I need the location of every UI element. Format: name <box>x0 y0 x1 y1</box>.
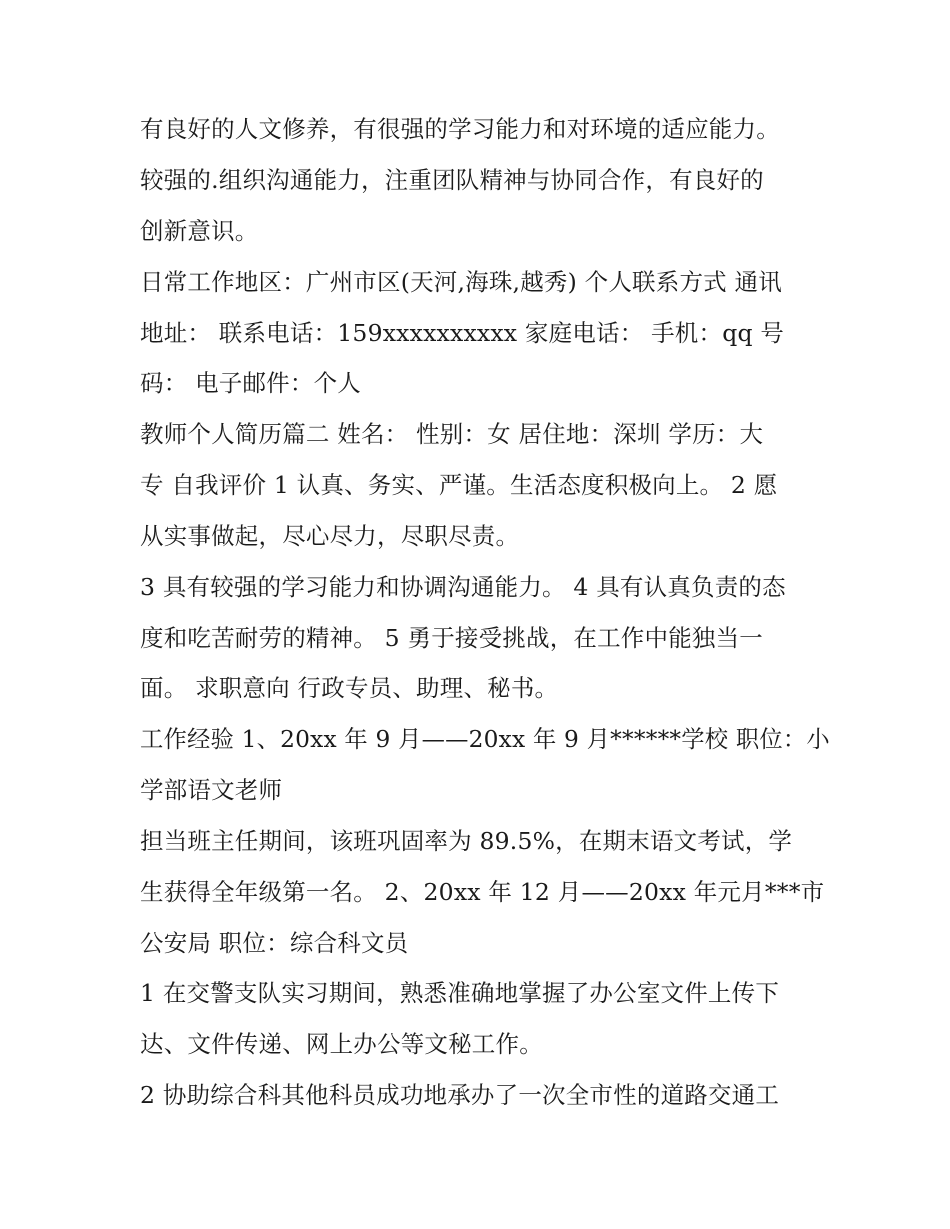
text-line: 1 在交警支队实习期间，熟悉准确地掌握了办公室文件上传下 <box>140 979 780 1007</box>
text-line: 专 自我评价 1 认真、务实、严谨。生活态度积极向上。 2 愿 <box>140 471 778 499</box>
text-line: 有良好的人文修养，有很强的学习能力和对环境的适应能力。 <box>140 115 780 143</box>
text-line: 学部语文老师 <box>140 776 283 804</box>
text-line: 面。 求职意向 行政专员、助理、秘书。 <box>140 674 559 702</box>
text-line: 从实事做起，尽心尽力，尽职尽责。 <box>140 522 520 550</box>
text-line: 度和吃苦耐劳的精神。 5 勇于接受挑战，在工作中能独当一 <box>140 624 763 652</box>
text-line: 日常工作地区：广州市区(天河,海珠,越秀) 个人联系方式 通讯 <box>140 268 782 296</box>
text-line: 教师个人简历篇二 姓名： 性别：女 居住地：深圳 学历：大 <box>140 420 764 448</box>
text-line: 达、文件传递、网上办公等文秘工作。 <box>140 1030 543 1058</box>
text-line: 担当班主任期间，该班巩固率为 89.5%，在期末语文考试，学 <box>140 827 793 855</box>
text-line: 生获得全年级第一名。 2、20xx 年 12 月——20xx 年元月***市 <box>140 878 825 906</box>
text-line: 公安局 职位：综合科文员 <box>140 929 409 957</box>
text-line: 较强的.组织沟通能力，注重团队精神与协同合作，有良好的 <box>140 166 764 194</box>
text-line: 码： 电子邮件：个人 <box>140 369 361 397</box>
text-line: 工作经验 1、20xx 年 9 月——20xx 年 9 月******学校 职位：小 <box>140 725 830 753</box>
text-line: 2 协助综合科其他科员成功地承办了一次全市性的道路交通工 <box>140 1081 780 1109</box>
text-line: 创新意识。 <box>140 217 259 245</box>
text-line: 3 具有较强的学习能力和协调沟通能力。 4 具有认真负责的态 <box>140 573 786 601</box>
text-line: 地址： 联系电话：159xxxxxxxxxx 家庭电话： 手机：qq 号 <box>140 319 785 347</box>
